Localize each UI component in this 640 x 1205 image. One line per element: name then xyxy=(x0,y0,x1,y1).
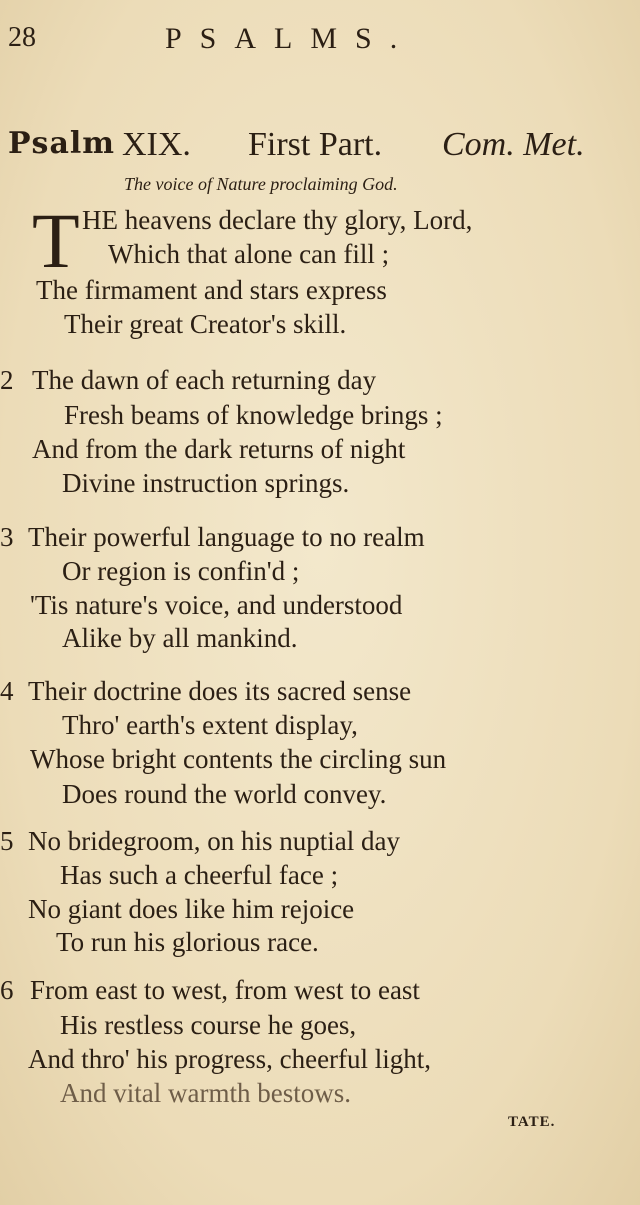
verse-line: Alike by all mankind. xyxy=(62,623,298,653)
attribution: TATE. xyxy=(508,1114,556,1130)
verse-line: Divine instruction springs. xyxy=(62,468,350,498)
verse-line: Whose bright contents the circling sun xyxy=(30,744,447,774)
verse-line: Does round the world convey. xyxy=(62,779,387,809)
page-number: 28 xyxy=(8,22,36,53)
verse-line: Has such a cheerful face ; xyxy=(60,860,339,890)
verse-line: From east to west, from west to east xyxy=(30,975,420,1005)
verse-line: Or region is confin'd ; xyxy=(62,556,300,586)
verse-line: HE heavens declare thy glory, Lord, xyxy=(82,205,473,235)
verse-line: The dawn of each returning day xyxy=(32,365,377,395)
stanza-number: 3 xyxy=(0,522,14,552)
page-header xyxy=(0,22,640,62)
verse-line: Which that alone can fill ; xyxy=(108,239,390,269)
psalm-title xyxy=(8,126,633,170)
verse-line: Their great Creator's skill. xyxy=(64,309,347,339)
subtitle: The voice of Nature proclaiming God. xyxy=(124,174,398,194)
stanza-number: 5 xyxy=(0,826,14,856)
title-part: First Part. xyxy=(248,126,383,163)
running-head: PSALMS. xyxy=(165,22,416,55)
stanza-number: 6 xyxy=(0,975,14,1005)
verse-line: And vital warmth bestows. xyxy=(60,1078,351,1108)
verse-line: 'Tis nature's voice, and understood xyxy=(30,590,403,620)
verse-line: No bridegroom, on his nuptial day xyxy=(28,826,400,856)
stanza-number: 2 xyxy=(0,365,14,395)
verse-line: Fresh beams of knowledge brings ; xyxy=(64,400,443,430)
stanza-number: 4 xyxy=(0,676,14,706)
verse-line: The firmament and stars express xyxy=(36,275,387,305)
verse-line: His restless course he goes, xyxy=(60,1010,357,1040)
drop-cap: T xyxy=(32,197,80,284)
verse-line: Thro' earth's extent display, xyxy=(62,710,358,740)
verse-line: To run his glorious race. xyxy=(56,927,319,957)
title-meter: Com. Met. xyxy=(442,126,585,163)
title-number: XIX. xyxy=(122,126,191,163)
verse-line: No giant does like him rejoice xyxy=(28,894,355,924)
verse-line: Their powerful language to no realm xyxy=(28,522,425,552)
verse-line: Their doctrine does its sacred sense xyxy=(28,676,412,706)
title-psalm: Psalm xyxy=(8,126,116,161)
verse-line: And thro' his progress, cheerful light, xyxy=(28,1044,432,1074)
verse-line: And from the dark returns of night xyxy=(32,434,406,464)
